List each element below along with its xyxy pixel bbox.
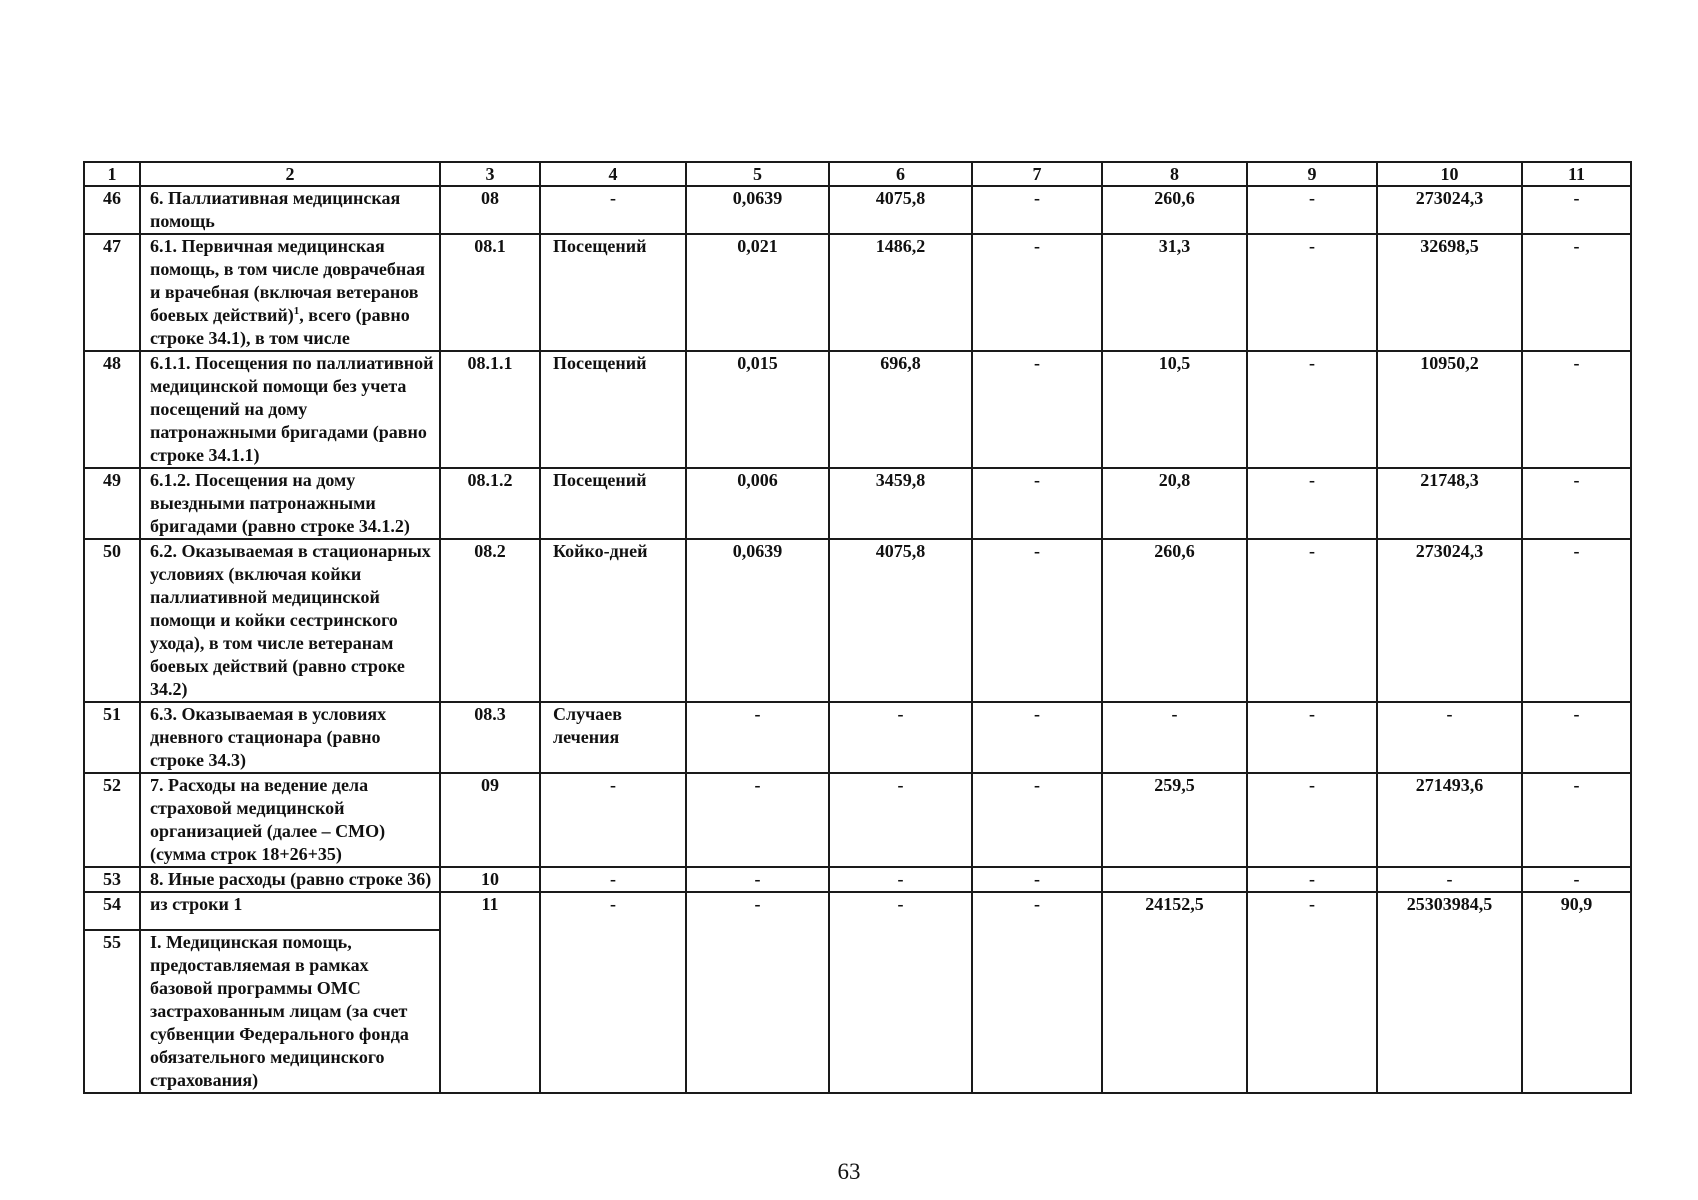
cell-col11: - bbox=[1522, 539, 1631, 702]
row-number: 48 bbox=[84, 351, 140, 468]
row-unit: Посещений bbox=[540, 234, 686, 351]
cell-col8 bbox=[1102, 867, 1247, 892]
col-header: 8 bbox=[1102, 162, 1247, 186]
cell-col6: 4075,8 bbox=[829, 186, 972, 234]
row-name: 7. Расходы на ведение дела страховой медицинской организацией (далее – СМО) (сумма строк 18+26+35) bbox=[140, 773, 440, 867]
table-row bbox=[84, 468, 1631, 539]
col-header: 11 bbox=[1522, 162, 1631, 186]
cell-col8: 260,6 bbox=[1102, 539, 1247, 702]
table-row bbox=[84, 867, 1631, 892]
cell-col11: 90,9 bbox=[1522, 892, 1631, 1093]
row-unit: Посещений bbox=[540, 351, 686, 468]
cell-col9: - bbox=[1247, 539, 1377, 702]
cell-col8: 24152,5 bbox=[1102, 892, 1247, 1093]
cell-col7: - bbox=[972, 867, 1102, 892]
col-header: 7 bbox=[972, 162, 1102, 186]
col-header: 1 bbox=[84, 162, 140, 186]
cell-col10: 273024,3 bbox=[1377, 186, 1522, 234]
cell-col5: - bbox=[686, 867, 829, 892]
row-number: 47 bbox=[84, 234, 140, 351]
col-header: 9 bbox=[1247, 162, 1377, 186]
row-number: 54 bbox=[84, 892, 140, 930]
cell-col10: 32698,5 bbox=[1377, 234, 1522, 351]
row-number: 53 bbox=[84, 867, 140, 892]
row-name: 6.1.1. Посещения по паллиативной медицинской помощи без учета посещений на дому патронажными бригадами (равно строке 34.1.1) bbox=[140, 351, 440, 468]
cell-col8: 259,5 bbox=[1102, 773, 1247, 867]
cell-col10: 10950,2 bbox=[1377, 351, 1522, 468]
row-unit: - bbox=[540, 867, 686, 892]
row-name-part: , всего (равно строке 34.1), в том числе bbox=[150, 305, 410, 348]
cell-col10: 271493,6 bbox=[1377, 773, 1522, 867]
col-header: 5 bbox=[686, 162, 829, 186]
cell-col10: 25303984,5 bbox=[1377, 892, 1522, 1093]
row-name-part: 6.1. Первичная медицинская помощь, в том числе доврачебная и врачебная (включая ветеранов боевых действий) bbox=[150, 236, 426, 325]
row-unit: Случаев лечения bbox=[540, 702, 686, 773]
cell-col8: 20,8 bbox=[1102, 468, 1247, 539]
cell-col5: 0,0639 bbox=[686, 539, 829, 702]
row-name: 6.1.2. Посещения на дому выездными патронажными бригадами (равно строке 34.1.2) bbox=[140, 468, 440, 539]
cell-col5: 0,0639 bbox=[686, 186, 829, 234]
row-code: 08 bbox=[440, 186, 540, 234]
row-unit: - bbox=[540, 773, 686, 867]
cell-col11: - bbox=[1522, 773, 1631, 867]
cell-col6: - bbox=[829, 702, 972, 773]
row-number: 55 bbox=[84, 930, 140, 1093]
cell-col8: 260,6 bbox=[1102, 186, 1247, 234]
cell-col7: - bbox=[972, 539, 1102, 702]
cell-col11: - bbox=[1522, 702, 1631, 773]
cell-col9: - bbox=[1247, 351, 1377, 468]
row-name: 6.3. Оказываемая в условиях дневного стационара (равно строке 34.3) bbox=[140, 702, 440, 773]
row-name: из строки 1 bbox=[140, 892, 440, 930]
col-header: 2 bbox=[140, 162, 440, 186]
cell-col10: 273024,3 bbox=[1377, 539, 1522, 702]
row-code: 08.1.2 bbox=[440, 468, 540, 539]
row-number: 52 bbox=[84, 773, 140, 867]
row-code: 10 bbox=[440, 867, 540, 892]
cell-col9: - bbox=[1247, 234, 1377, 351]
cell-col7: - bbox=[972, 773, 1102, 867]
row-name bbox=[140, 234, 440, 351]
cell-col5: - bbox=[686, 773, 829, 867]
row-number: 51 bbox=[84, 702, 140, 773]
cell-col7: - bbox=[972, 351, 1102, 468]
table-row bbox=[84, 351, 1631, 468]
col-header: 4 bbox=[540, 162, 686, 186]
cell-col8: - bbox=[1102, 702, 1247, 773]
cell-col5: - bbox=[686, 702, 829, 773]
row-unit: Койко-дней bbox=[540, 539, 686, 702]
footnote-mark: 1 bbox=[293, 305, 300, 317]
cell-col6: - bbox=[829, 892, 972, 1093]
cell-col11: - bbox=[1522, 234, 1631, 351]
row-unit: - bbox=[540, 186, 686, 234]
cell-col5: - bbox=[686, 892, 829, 1093]
cell-col9: - bbox=[1247, 186, 1377, 234]
cell-col9: - bbox=[1247, 773, 1377, 867]
cell-col5: 0,015 bbox=[686, 351, 829, 468]
cell-col6: 696,8 bbox=[829, 351, 972, 468]
cell-col11: - bbox=[1522, 867, 1631, 892]
cell-col10: - bbox=[1377, 867, 1522, 892]
cell-col10: 21748,3 bbox=[1377, 468, 1522, 539]
row-name: 6. Паллиативная медицинская помощь bbox=[140, 186, 440, 234]
cell-col7: - bbox=[972, 468, 1102, 539]
col-header: 10 bbox=[1377, 162, 1522, 186]
cell-col9: - bbox=[1247, 468, 1377, 539]
row-code: 08.3 bbox=[440, 702, 540, 773]
row-code: 11 bbox=[440, 892, 540, 1093]
table-row bbox=[84, 892, 1631, 930]
row-number: 50 bbox=[84, 539, 140, 702]
cell-col6: - bbox=[829, 773, 972, 867]
table-row bbox=[84, 702, 1631, 773]
col-header: 6 bbox=[829, 162, 972, 186]
cell-col6: 3459,8 bbox=[829, 468, 972, 539]
cell-col9: - bbox=[1247, 892, 1377, 1093]
cell-col6: 4075,8 bbox=[829, 539, 972, 702]
cell-col8: 10,5 bbox=[1102, 351, 1247, 468]
row-name: 6.2. Оказываемая в стационарных условиях (включая койки паллиативной медицинской помощи и койки сестринского ухода), в том числе ветеранам боевых действий (равно строке 34.2) bbox=[140, 539, 440, 702]
table-row bbox=[84, 539, 1631, 702]
cell-col6: 1486,2 bbox=[829, 234, 972, 351]
row-unit: - bbox=[540, 892, 686, 1093]
cell-col5: 0,006 bbox=[686, 468, 829, 539]
row-number: 46 bbox=[84, 186, 140, 234]
cell-col7: - bbox=[972, 892, 1102, 1093]
row-number: 49 bbox=[84, 468, 140, 539]
cell-col11: - bbox=[1522, 468, 1631, 539]
table-row bbox=[84, 234, 1631, 351]
cell-col8: 31,3 bbox=[1102, 234, 1247, 351]
header-row bbox=[84, 162, 1631, 186]
cell-col7: - bbox=[972, 186, 1102, 234]
col-header: 3 bbox=[440, 162, 540, 186]
cell-col5: 0,021 bbox=[686, 234, 829, 351]
table-row bbox=[84, 186, 1631, 234]
row-code: 08.1 bbox=[440, 234, 540, 351]
data-table bbox=[83, 161, 1632, 1094]
row-name: I. Медицинская помощь, предоставляемая в рамках базовой программы ОМС застрахованным лицам (за счет субвенции Федерального фонда обязательного медицинского страхования) bbox=[140, 930, 440, 1093]
cell-col7: - bbox=[972, 702, 1102, 773]
table-row bbox=[84, 773, 1631, 867]
row-code: 08.2 bbox=[440, 539, 540, 702]
row-unit: Посещений bbox=[540, 468, 686, 539]
row-code: 08.1.1 bbox=[440, 351, 540, 468]
cell-col9: - bbox=[1247, 702, 1377, 773]
row-name: 8. Иные расходы (равно строке 36) bbox=[140, 867, 440, 892]
page-number: 63 bbox=[837, 1159, 861, 1184]
cell-col9: - bbox=[1247, 867, 1377, 892]
cell-col10: - bbox=[1377, 702, 1522, 773]
cell-col7: - bbox=[972, 234, 1102, 351]
row-code: 09 bbox=[440, 773, 540, 867]
cell-col6: - bbox=[829, 867, 972, 892]
cell-col11: - bbox=[1522, 351, 1631, 468]
cell-col11: - bbox=[1522, 186, 1631, 234]
